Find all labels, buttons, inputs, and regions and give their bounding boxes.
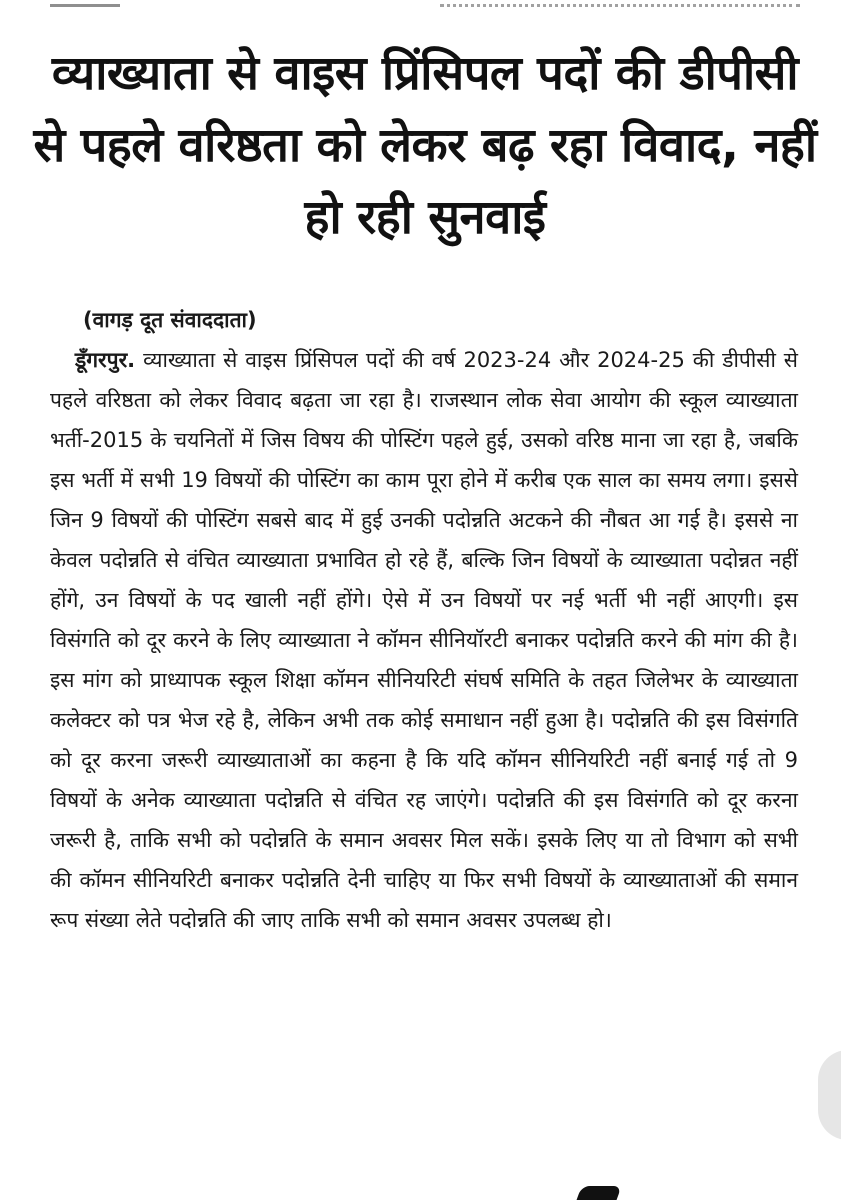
article-body-text: व्याख्याता से वाइस प्रिंसिपल पदों की वर्ष 2023-24 और 2024-25 की डीपीसी से पहले वरिष्ठता को लेकर विवाद बढ़ता जा रहा है। राजस्थान लोक सेवा आयोग की स्कूल व्याख्याता भर्ती-2015 के चयनितों में जिस विषय की पोस्टिंग पहले हुई, उसको वरिष्ठ माना जा रहा है, जबकि इस भर्ती में सभी 19 विषयों की पोस्टिंग का काम पूरा होने में करीब एक साल का समय लगा। इससे जिन 9 विषयों की पोस्टिंग सबसे बाद में हुई उनकी पदोन्नति अटकने की नौबत आ गई है। इससे ना केवल पदोन्नति से वंचित व्याख्याता प्रभावित हो रहे हैं, बल्कि जिन विषयों के व्याख्याता पदोन्नत नहीं होंगे, उन विषयों के पद खाली नहीं होंगे। ऐसे में उन विषयों पर नई भर्ती भी नहीं आएगी। इस विसंगति को दूर करने के लिए व्याख्याता ने कॉमन सीनियॉरटी बनाकर पदोन्नति करने की मांग की है। इस मांग को प्राध्यापक स्कूल शिक्षा कॉमन सीनियरिटी संघर्ष समिति के तहत जिलेभर के व्याख्याता कलेक्टर को पत्र भेज रहे है, लेकिन अभी तक कोई समाधान नहीं हुआ है। पदोन्नति की इस विसंगति को दूर करना जरूरी व्याख्याताओं का कहना है कि यदि कॉमन सीनियरिटी नहीं बनाई गई तो 9 विषयों के अनेक व्याख्याता पदोन्नति से वंचित रह जाएंगे। पदोन्नति की इस विसंगति को दूर करना जरूरी है, ताकि सभी को पदोन्नति के समान अवसर मिल सकें। इसके लिए या तो विभाग को सभी की कॉमन सीनियरिटी बनाकर पदोन्नति देनी चाहिए या फिर सभी विषयों के व्याख्याताओं की समान रूप संख्या लेते पदोन्नति की जाए ताकि सभी को समान अवसर उपलब्ध हो।	[50, 348, 798, 932]
cropped-text-fragment-left	[50, 0, 120, 7]
previous-article-fragment	[0, 0, 841, 16]
article-dateline: डूँगरपुर.	[75, 348, 136, 372]
article-body	[50, 340, 798, 940]
page-edge-shadow	[818, 1050, 841, 1140]
cropped-text-fragment-right	[440, 0, 800, 7]
next-article-fragment	[574, 1186, 621, 1200]
article-byline: (वागड़ दूत संवाददाता)	[83, 308, 257, 332]
article-headline: व्याख्याता से वाइस प्रिंसिपल पदों की डीपीसी से पहले वरिष्ठता को लेकर बढ़ रहा विवाद, नहीं हो रही सुनवाई	[33, 46, 817, 245]
